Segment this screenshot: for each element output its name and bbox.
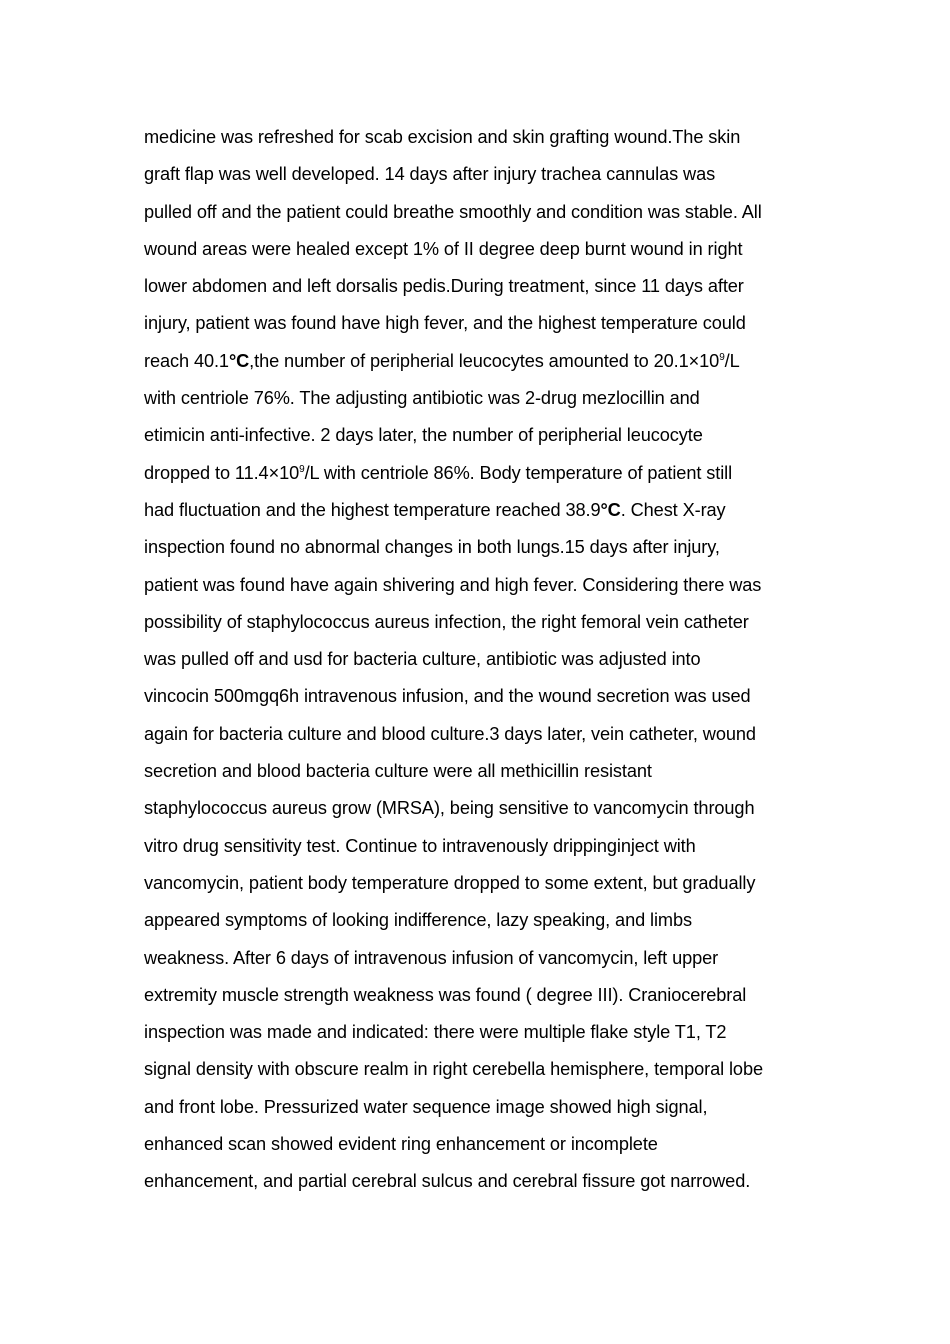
text-line: inspection was made and indicated: there were multiple flake style T1, T2 bbox=[144, 1022, 727, 1043]
body-paragraph bbox=[144, 119, 816, 1201]
text-line: again for bacteria culture and blood culture.3 days later, vein catheter, wound bbox=[144, 723, 756, 744]
text-line bbox=[144, 492, 816, 529]
text-line: and front lobe. Pressurized water sequence image showed high signal, bbox=[144, 1096, 708, 1117]
text-line: vincocin 500mgq6h intravenous infusion, and the wound secretion was used bbox=[144, 686, 751, 707]
exponent: 9 bbox=[299, 463, 305, 475]
text-line: was pulled off and usd for bacteria culture, antibiotic was adjusted into bbox=[144, 649, 701, 670]
text-line: graft flap was well developed. 14 days after injury trachea cannulas was bbox=[144, 164, 716, 185]
temperature-unit: °C bbox=[600, 499, 621, 520]
text-run: reach 40.1 bbox=[144, 350, 229, 371]
text-line: vitro drug sensitivity test. Continue to intravenously drippinginject with bbox=[144, 835, 696, 856]
text-line: vancomycin, patient body temperature dropped to some extent, but gradually bbox=[144, 872, 756, 893]
text-run: /L bbox=[724, 350, 740, 371]
text-line: secretion and blood bacteria culture were all methicillin resistant bbox=[144, 761, 652, 782]
text-line: lower abdomen and left dorsalis pedis.During treatment, since 11 days after bbox=[144, 276, 744, 297]
text-run: . Chest X-ray bbox=[620, 499, 726, 520]
text-run: ,the number of peripherial leucocytes amounted to 20.1×10 bbox=[249, 350, 720, 371]
text-run: /L with centriole 86%. Body temperature of patient still bbox=[304, 462, 733, 483]
text-line: with centriole 76%. The adjusting antibiotic was 2-drug mezlocillin and bbox=[144, 388, 700, 409]
text-line bbox=[144, 343, 816, 380]
text-line: enhancement, and partial cerebral sulcus and cerebral fissure got narrowed. bbox=[144, 1171, 751, 1192]
text-line: inspection found no abnormal changes in both lungs.15 days after injury, bbox=[144, 537, 720, 558]
text-line: weakness. After 6 days of intravenous infusion of vancomycin, left upper bbox=[144, 947, 719, 968]
text-line: pulled off and the patient could breathe smoothly and condition was stable. All bbox=[144, 201, 762, 222]
text-line: appeared symptoms of looking indifference, lazy speaking, and limbs bbox=[144, 910, 692, 931]
text-line: extremity muscle strength weakness was found ( degree III). Craniocerebral bbox=[144, 984, 747, 1005]
text-line: medicine was refreshed for scab excision and skin grafting wound.The skin bbox=[144, 127, 741, 147]
text-line: patient was found have again shivering and high fever. Considering there was bbox=[144, 574, 762, 595]
text-line: possibility of staphylococcus aureus infection, the right femoral vein catheter bbox=[144, 611, 749, 632]
text-line: signal density with obscure realm in right cerebella hemisphere, temporal lobe bbox=[144, 1059, 763, 1080]
text-line: etimicin anti-infective. 2 days later, the number of peripherial leucocyte bbox=[144, 425, 703, 446]
exponent: 9 bbox=[719, 351, 725, 363]
text-line: injury, patient was found have high fever, and the highest temperature could bbox=[144, 313, 746, 334]
text-line: wound areas were healed except 1% of II degree deep burnt wound in right bbox=[144, 238, 743, 259]
text-run: had fluctuation and the highest temperature reached 38.9 bbox=[144, 499, 601, 520]
text-line bbox=[144, 455, 816, 492]
temperature-unit: °C bbox=[228, 350, 250, 371]
text-line: enhanced scan showed evident ring enhancement or incomplete bbox=[144, 1134, 658, 1155]
text-line: staphylococcus aureus grow (MRSA), being sensitive to vancomycin through bbox=[144, 798, 755, 819]
text-run: dropped to 11.4×10 bbox=[144, 462, 300, 483]
